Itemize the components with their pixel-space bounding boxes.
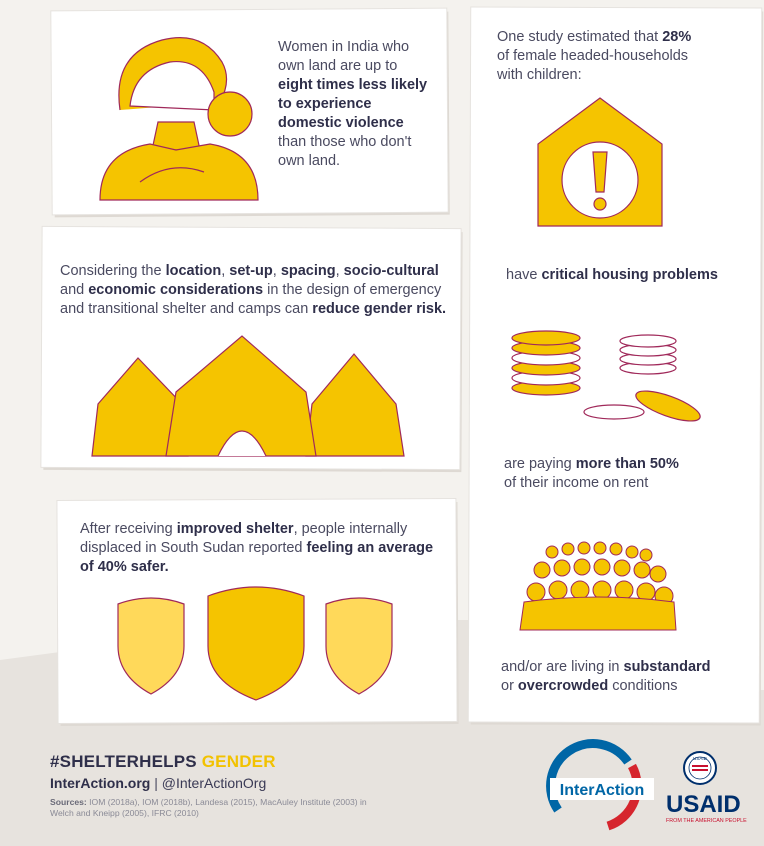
- woman-text-line4: to experience: [278, 96, 372, 112]
- usaid-seal-text: USAID: [693, 756, 707, 761]
- woman-text-line2: own land are up to: [278, 58, 398, 74]
- interaction-logo-text: InterAction: [559, 782, 645, 799]
- usaid-tagline: FROM THE AMERICAN PEOPLE: [666, 818, 747, 824]
- woman-text-line1: Women in India who: [278, 39, 410, 55]
- woman-text-line3: eight times less likely: [278, 77, 428, 93]
- woman-text-line6: than those who don't: [278, 134, 412, 150]
- twitter-handle[interactable]: @InterActionOrg: [161, 775, 267, 791]
- coins-icon: [506, 326, 706, 426]
- shelter-text: After receiving improved shelter, people internally displaced in South Sudan reported feeling an average of 40% safer.: [80, 521, 434, 575]
- tents-icon: [92, 332, 432, 458]
- website-link[interactable]: InterAction.org: [50, 775, 151, 791]
- crowd-icon: [518, 540, 678, 632]
- house-warning-icon: [534, 96, 666, 230]
- housing-problems-text: have critical housing problems: [506, 267, 718, 283]
- shields-icon: [116, 584, 406, 700]
- substandard-text: and/or are living in substandard or overcrowded conditions: [501, 659, 711, 694]
- usaid-logo-text: USAID: [666, 791, 741, 818]
- woman-icon: [90, 32, 270, 202]
- households-intro: One study estimated that 28% of female headed-households with children:: [497, 29, 692, 83]
- rent-text: are paying more than 50% of their income on rent: [504, 456, 679, 491]
- hashtag-shelterhelps-gender: #SHELTERHELPS GENDER: [50, 752, 276, 771]
- woman-stat-text: [278, 38, 427, 171]
- woman-text-line5: domestic violence: [278, 115, 404, 131]
- sources-text: Sources: IOM (2018a), IOM (2018b), Landesa (2015), MacAuley Institute (2003) in Welch and Kneipp (2005), IFRC (2010): [50, 797, 367, 818]
- interaction-logo: [548, 752, 658, 828]
- camp-text: Considering the location, set-up, spacing, socio-cultural and economic considerations in the design of emergency and transitional shelter and camps can reduce gender risk.: [60, 263, 447, 317]
- usaid-logo: [664, 750, 764, 830]
- website-line: InterAction.org | @InterActionOrg: [50, 775, 267, 791]
- woman-text-line7: own land.: [278, 153, 341, 169]
